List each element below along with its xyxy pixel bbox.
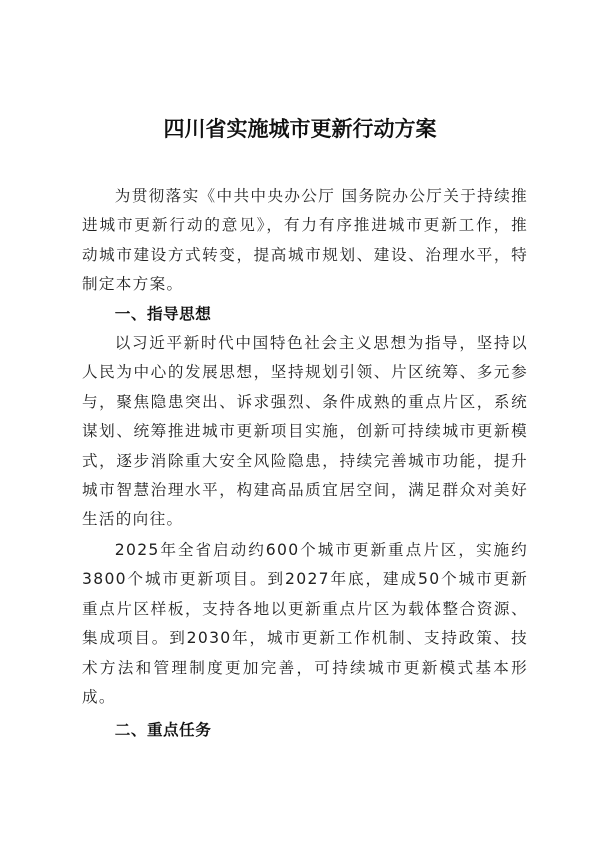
intro-paragraph: 为贯彻落实《中共中央办公厅 国务院办公厅关于持续推进城市更新行动的意见》，有力有序推进城市更新工作，推动城市建设方式转变，提高城市规划、建设、治理水平，特制定本方案。 [82,187,528,294]
section-heading-key-tasks: 二、重点任务 [114,721,212,740]
guiding-ideology-paragraph: 以习近平新时代中国特色社会主义思想为指导，坚持以人民为中心的发展思想，坚持规划引领、片区统筹、多元参与，聚焦隐患突出、诉求强烈、条件成熟的重点片区，系统谋划、统筹推进城市更新项目实施，创新可持续城市更新模式，逐步消除重大安全风险隐患，持续完善城市功能，提升城市智慧治理水平，构建高品质宜居空间，满足群众对美好生活的向往。 [82,334,528,529]
document-title: 四川省实施城市更新行动方案 [163,116,437,141]
section-heading-guiding-ideology: 一、指导思想 [114,304,212,323]
targets-paragraph: 2025年全省启动约600个城市更新重点片区，实施约3800个城市更新项目。到2027年底，建成50个城市更新重点片区样板，支持各地以更新重点片区为载体整合资源、集成项目。到2030年，城市更新工作机制、支持政策、技术方法和管理制度更加完善，可持续城市更新模式基本形成。 [82,540,528,706]
document-body [82,182,528,746]
